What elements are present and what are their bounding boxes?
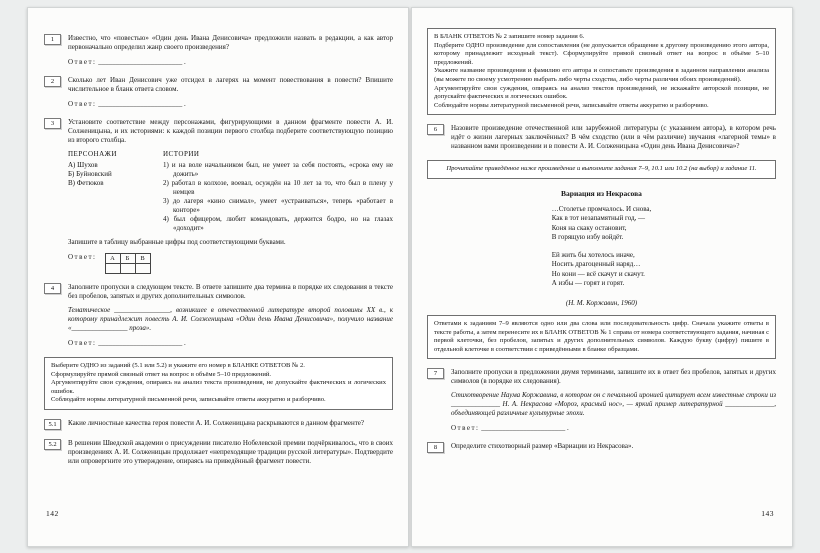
task-2-text: Сколько лет Иван Денисович уже отсидел в лагерях на момент повествования в повести? Впишите числительное в бланк ответа словом.: [68, 76, 393, 93]
task-2: [44, 76, 393, 109]
answer-label: Ответ:: [68, 253, 97, 261]
instruction-line: Укажите название произведения и фамилию его автора и сопоставьте произведения в заданном направлении анализа (вы можете по своему усмотрению выбрать либо черты сходства, либо черты различия обоих произведений).: [434, 67, 769, 83]
answer-blank: ________________________ .: [98, 58, 186, 66]
answer-label: Ответ:: [451, 424, 480, 433]
task-4-answer-line: [68, 339, 393, 348]
poem-line: Как в тот незапамятный год, —: [551, 214, 646, 223]
task-5-1-number: 5.1: [44, 419, 61, 430]
poem-line: Ей жить бы хотелось иначе,: [551, 250, 635, 259]
answer-label: Ответ:: [68, 100, 97, 108]
task-7-number: 7: [427, 368, 444, 379]
poem-line: …Столетье промчалось. И снова,: [551, 204, 652, 213]
instruction-line: Соблюдайте нормы литературной письменной речи, записывайте ответы аккуратно и разборчиво.: [51, 396, 326, 404]
instruction-box-6: [427, 28, 776, 115]
instruction-line: Сформулируйте прямой связный ответ на вопрос в объёме 5–10 предложений.: [51, 370, 272, 378]
poem-line: А избы — горят и горят.: [551, 279, 625, 288]
task-7-answer-line: [451, 424, 776, 433]
task-7-passage: Стихотворение Наума Коржавина, в котором он с печальной иронией цитирует всем известные строки из ______________ Н. А. Некрасова «Мороз, красный нос», — яркий пример литературной ______________, объединяющей различные культурные эпохи.: [451, 391, 776, 418]
story-item: 1) и на воле начальником был, не умеет за себя постоять, «срока ему не дожить»: [163, 161, 393, 178]
task-4: [44, 283, 393, 348]
answer-table: [105, 253, 151, 274]
task-3-number: 3: [44, 118, 61, 129]
task-5-1-text: Какие личностные качества героя повести А. И. Солженицына раскрываются в данном фрагменте?: [68, 418, 364, 427]
stories-header: ИСТОРИИ: [163, 150, 200, 158]
poem-line: В горящую избу войдёт.: [551, 233, 624, 242]
answer-table-header-cell: В: [135, 254, 150, 264]
task-2-answer-line: [68, 100, 393, 109]
instruction-box-5: [44, 357, 393, 410]
task-5-2: [44, 439, 393, 466]
task-8-number: 8: [427, 442, 444, 453]
answer-blank: ________________________ .: [98, 100, 186, 108]
answer-blank: ________________________ .: [98, 339, 186, 347]
task-1-text: Известно, что «повестью» «Один день Ивана Денисовича» предложили назвать в редакции, а как автор первоначально определил жанр своего произведения?: [68, 34, 393, 51]
poem-stanza-1: [552, 205, 652, 243]
answer-table-header-cell: А: [105, 254, 120, 264]
answer-table-empty-cell: [105, 264, 120, 274]
poem-stanza-2: [552, 251, 652, 289]
task-1-number: 1: [44, 34, 61, 45]
instruction-line: Выберите ОДНО из заданий (5.1 или 5.2) и укажите его номер в БЛАНКЕ ОТВЕТОВ № 2.: [51, 362, 305, 369]
answer-label: Ответ:: [68, 339, 97, 347]
page-number-left: 142: [46, 509, 59, 518]
instruction-line: Подберите ОДНО произведение для сопоставления (не допускается обращение к другому произведению этого автора, которому принадлежит исходный текст). Сформулируйте прямой связный ответ на вопрос в объёме 5–10 предложений.: [434, 41, 769, 66]
stories-column: [163, 150, 393, 233]
task-4-text: Заполните пропуски в следующем тексте. В ответе запишите два термина в порядке их следования в тексте без пробелов, запятых и других дополнительных символов.: [68, 283, 393, 300]
task-6-number: 6: [427, 124, 444, 135]
instruction-line: В БЛАНК ОТВЕТОВ № 2 запишите номер задания 6.: [434, 33, 585, 40]
task-3: [44, 118, 393, 274]
person-item: А) Шухов: [68, 161, 98, 169]
instruction-line: Соблюдайте нормы литературной письменной речи, записывайте ответы аккуратно и разборчиво.: [434, 101, 709, 109]
answer-blank: ________________________ .: [481, 424, 569, 433]
poem-body: [552, 205, 652, 297]
task-3-write-note: Запишите в таблицу выбранные цифры под соответствующими буквами.: [68, 238, 286, 246]
task-1-answer-line: [68, 58, 393, 67]
page-number-right: 143: [761, 509, 774, 518]
person-item: В) Фетюков: [68, 179, 104, 187]
instruction-line: Аргументируйте свои суждения, опираясь на анализ текстов произведений, не искажайте авторской позиции, не допускайте фактических и логических ошибок.: [434, 84, 769, 101]
instruction-line: Ответами к заданиям 7–9 являются одно или два слова или последовательность цифр. Сначала укажите ответы в тексте работы, а затем перенесите их в БЛАНК ОТВЕТОВ № 1 справа от номера соответствующего задания, начиная с первой клеточки, без пробелов, запятых и других дополнительных символов. Каждую букву (цифру) пишите в отдельной клеточке в соответствии с приведёнными в бланке образцами.: [434, 319, 769, 353]
answer-table-empty-cell: [120, 264, 135, 274]
poem-title: Вариация из Некрасова: [561, 188, 642, 198]
task-2-number: 2: [44, 76, 61, 87]
matching-columns: [68, 150, 393, 233]
instruction-line: Аргументируйте свои суждения, опираясь на анализ текста произведения, не допускайте фактических и логических ошибок.: [51, 379, 386, 395]
story-item: 3) до лагеря «кино снимал», умеет «устраиваться», теперь «работает в конторе»: [163, 197, 393, 214]
person-item: Б) Буйновский: [68, 170, 112, 178]
poem-line: Носить драгоценный наряд…: [551, 260, 641, 269]
story-item: 4) был офицером, любит командовать, держится бодро, но на глазах «доходит»: [163, 215, 393, 232]
poem-attribution: (Н. М. Коржавин, 1960): [565, 298, 638, 307]
persons-column: [68, 150, 163, 233]
read-poem-note: [427, 160, 776, 179]
page-left: [27, 7, 409, 547]
task-5-1: [44, 419, 393, 430]
task-3-answer-area: [68, 253, 393, 274]
poem-line: Но кони — всё скачут и скачут.: [551, 269, 645, 278]
task-6-text: Назовите произведение отечественной или зарубежной литературы (с указанием автора), в котором речь идёт о жизни лагерных заключённых? В чём сходство (или в чём различие) звучания «лагерной темы» в названном вами произведении и в повести А. И. Солженицына «Один день Ивана Денисовича»?: [451, 124, 776, 151]
task-4-number: 4: [44, 283, 61, 294]
story-item: 2) работал в колхозе, воевал, осуждён на 10 лет за то, что был в плену у немцев: [163, 179, 393, 196]
answer-table-header-cell: Б: [120, 254, 135, 264]
read-poem-note-text: Прочитайте приведённое ниже произведение и выполните задания 7–9, 10.1 или 10.2 (на выбор) и задание 11.: [446, 165, 757, 173]
task-5-2-text: В решении Шведской академии о присуждении писателю Нобелевской премии подчёркивалось, что в своих произведениях А. И. Солженицын продолжает «непреходящие традиции русской литературы». Подтвердите или опровергните это утверждение, опираясь на приведённый фрагмент повести.: [68, 438, 393, 465]
task-3-text: Установите соответствие между персонажами, фигурирующими в данном фрагменте повести А. И. Солженицына, и их историями: к каждой позиции первого столбца подберите соответствующую позицию из второго столбца.: [68, 118, 393, 144]
page-right: [411, 7, 793, 547]
task-8-text: Определите стихотворный размер «Вариации из Некрасова».: [451, 442, 634, 451]
persons-header: ПЕРСОНАЖИ: [68, 150, 117, 158]
answer-table-empty-cell: [135, 264, 150, 274]
task-4-passage: Тематическое ________________, возникшее в отечественной литературе второй половины XX в., к которому принадлежит повесть А. И. Солженицына «Один день Ивана Денисовича», получило название «________________ проза».: [68, 306, 393, 332]
task-7: [427, 368, 776, 433]
task-1: [44, 34, 393, 67]
poem-line: Коня на скаку остановит,: [551, 223, 627, 232]
task-5-2-number: 5.2: [44, 439, 61, 450]
task-6: [427, 124, 776, 151]
answer-label: Ответ:: [68, 58, 97, 66]
task-8: [427, 442, 776, 453]
poem: [427, 189, 776, 307]
instruction-box-7-9: [427, 315, 776, 359]
task-7-text: Заполните пропуски в предложении двумя терминами, запишите их в ответ без пробелов, запятых и других символов (в порядке их следования).: [451, 368, 776, 386]
